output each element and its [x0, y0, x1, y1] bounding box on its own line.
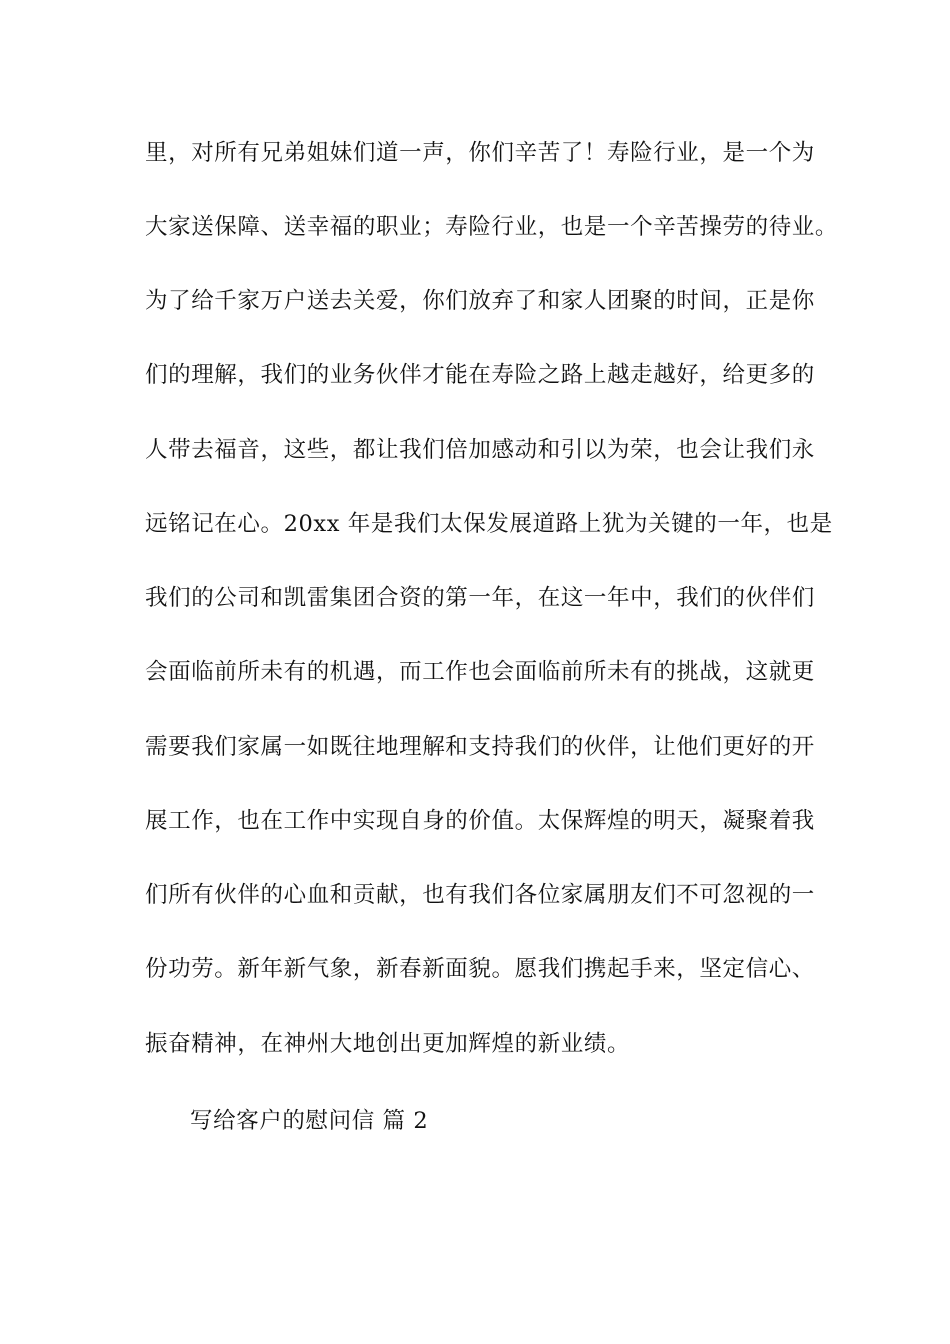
- paragraph-line: 份功劳。新年新气象，新春新面貌。愿我们携起手来，坚定信心、: [145, 956, 815, 982]
- paragraph-line: 们所有伙伴的心血和贡献，也有我们各位家属朋友们不可忽视的一: [145, 882, 815, 908]
- paragraph-line: 振奋精神，在神州大地创出更加辉煌的新业绩。: [145, 1031, 631, 1057]
- paragraph-line: 们的理解，我们的业务伙伴才能在寿险之路上越走越好，给更多的: [145, 362, 815, 388]
- paragraph-line: 展工作，也在工作中实现自身的价值。太保辉煌的明天，凝聚着我: [145, 808, 815, 834]
- paragraph-line: 为了给千家万户送去关爱，你们放弃了和家人团聚的时间，正是你: [145, 288, 815, 314]
- section-heading: 写给客户的慰问信 篇 2: [190, 1108, 429, 1134]
- paragraph-line: 人带去福音，这些，都让我们倍加感动和引以为荣，也会让我们永: [145, 437, 815, 463]
- paragraph-line: 会面临前所未有的机遇，而工作也会面临前所未有的挑战，这就更: [145, 659, 815, 685]
- paragraph-line: 大家送保障、送幸福的职业；寿险行业，也是一个辛苦操劳的待业。: [145, 214, 839, 240]
- paragraph-line: 我们的公司和凯雷集团合资的第一年，在这一年中，我们的伙伴们: [145, 585, 815, 611]
- paragraph-line: 远铭记在心。20xx 年是我们太保发展道路上犹为关键的一年，也是: [145, 511, 833, 537]
- paragraph-line: 里，对所有兄弟姐妹们道一声，你们辛苦了！寿险行业，是一个为: [145, 140, 815, 166]
- paragraph-line: 需要我们家属一如既往地理解和支持我们的伙伴，让他们更好的开: [145, 734, 815, 760]
